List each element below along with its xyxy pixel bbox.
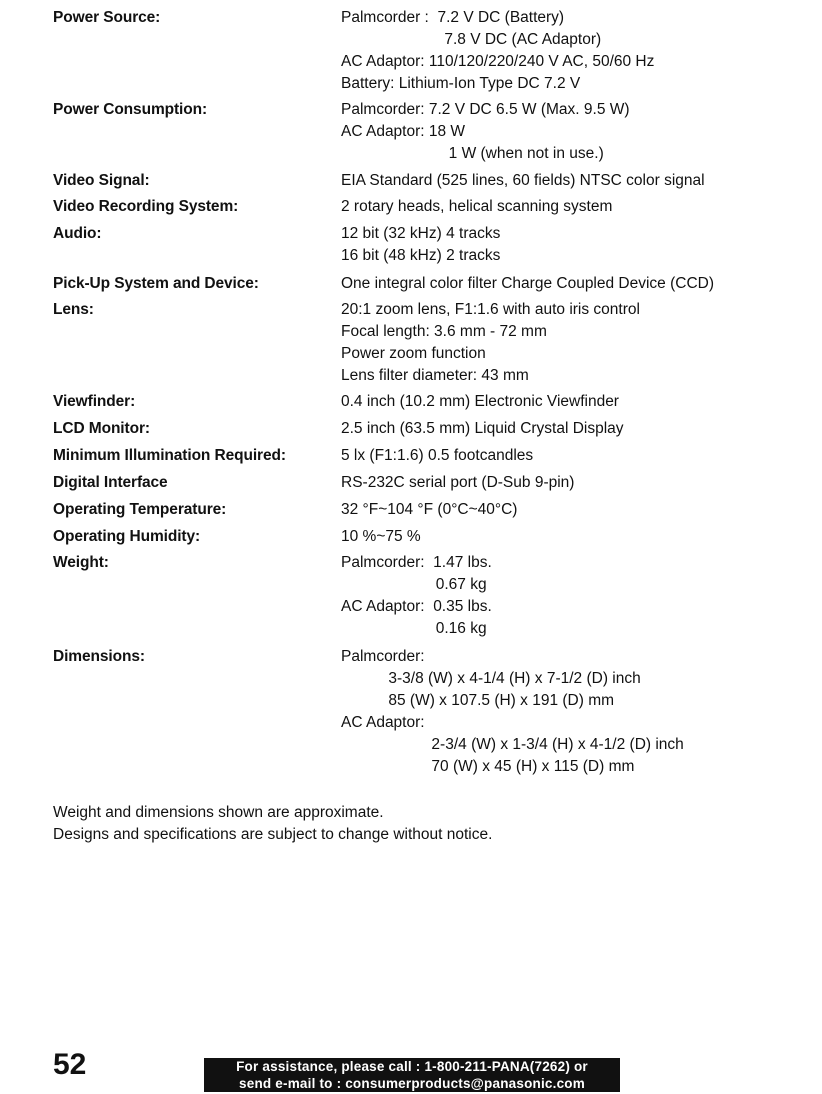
spec-label: LCD Monitor: bbox=[53, 420, 150, 437]
spec-label: Power Source: bbox=[53, 9, 161, 26]
spec-value-line: 85 (W) x 107.5 (H) x 191 (D) mm bbox=[341, 692, 615, 709]
spec-label: Video Signal: bbox=[53, 172, 150, 189]
assistance-email-line: send e-mail to : consumerproducts@panasonic.com bbox=[239, 1076, 585, 1091]
spec-label: Lens: bbox=[53, 301, 94, 318]
spec-label: Audio: bbox=[53, 225, 102, 242]
spec-label: Weight: bbox=[53, 554, 109, 571]
spec-label: Operating Temperature: bbox=[53, 501, 227, 518]
spec-value bbox=[341, 552, 492, 640]
spec-value-line: 0.4 inch (10.2 mm) Electronic Viewfinder bbox=[341, 393, 619, 410]
spec-label: Power Consumption: bbox=[53, 101, 208, 118]
spec-value-line: 10 %~75 % bbox=[341, 528, 421, 545]
spec-label: Minimum Illumination Required: bbox=[53, 447, 286, 464]
spec-value-line: 3-3/8 (W) x 4-1/4 (H) x 7-1/2 (D) inch bbox=[341, 670, 641, 687]
spec-value-line: AC Adaptor: bbox=[341, 714, 425, 731]
spec-value-line: One integral color filter Charge Coupled Device (CCD) bbox=[341, 275, 715, 292]
spec-label: Digital Interface bbox=[53, 474, 168, 491]
spec-value-line: 5 lx (F1:1.6) 0.5 footcandles bbox=[341, 447, 534, 464]
spec-value bbox=[341, 418, 624, 440]
spec-label: Viewfinder: bbox=[53, 393, 136, 410]
spec-value-line: Lens filter diameter: 43 mm bbox=[341, 367, 529, 384]
spec-value-line: Focal length: 3.6 mm - 72 mm bbox=[341, 323, 547, 340]
spec-value-line: AC Adaptor: 0.35 lbs. bbox=[341, 598, 492, 615]
spec-value bbox=[341, 99, 630, 165]
spec-value-line: Battery: Lithium-Ion Type DC 7.2 V bbox=[341, 75, 581, 92]
spec-value bbox=[341, 499, 517, 521]
spec-value bbox=[341, 7, 654, 95]
spec-value-line: AC Adaptor: 110/120/220/240 V AC, 50/60 Hz bbox=[341, 53, 655, 70]
spec-value-line: 0.67 kg bbox=[341, 576, 487, 593]
spec-value-line: 2 rotary heads, helical scanning system bbox=[341, 198, 613, 215]
spec-value bbox=[341, 472, 574, 494]
spec-label: Pick-Up System and Device: bbox=[53, 275, 259, 292]
spec-value-line: Power zoom function bbox=[341, 345, 486, 362]
spec-value-line: Palmcorder: 1.47 lbs. bbox=[341, 554, 492, 571]
note-approximate: Weight and dimensions shown are approximate. bbox=[53, 804, 384, 821]
spec-label: Video Recording System: bbox=[53, 198, 239, 215]
spec-value-line: Palmcorder : 7.2 V DC (Battery) bbox=[341, 9, 565, 26]
spec-value bbox=[341, 646, 684, 778]
spec-value-line: 20:1 zoom lens, F1:1.6 with auto iris control bbox=[341, 301, 640, 318]
spec-value-line: Palmcorder: 7.2 V DC 6.5 W (Max. 9.5 W) bbox=[341, 101, 630, 118]
spec-value bbox=[341, 526, 421, 548]
spec-value-line: Palmcorder: bbox=[341, 648, 425, 665]
spec-value-line: 2.5 inch (63.5 mm) Liquid Crystal Display bbox=[341, 420, 624, 437]
spec-value bbox=[341, 391, 619, 413]
spec-value bbox=[341, 273, 714, 295]
spec-value-line: 0.16 kg bbox=[341, 620, 487, 637]
spec-value bbox=[341, 196, 612, 218]
spec-value-line: 1 W (when not in use.) bbox=[341, 145, 604, 162]
spec-value bbox=[341, 170, 705, 192]
spec-value bbox=[341, 223, 500, 267]
spec-value-line: RS-232C serial port (D-Sub 9-pin) bbox=[341, 474, 575, 491]
spec-value bbox=[341, 445, 533, 467]
assistance-phone-line: For assistance, please call : 1-800-211-PANA(7262) or bbox=[236, 1059, 588, 1074]
assistance-banner bbox=[204, 1058, 620, 1092]
spec-value-line: 16 bit (48 kHz) 2 tracks bbox=[341, 247, 501, 264]
spec-value-line: 12 bit (32 kHz) 4 tracks bbox=[341, 225, 501, 242]
spec-value-line: 2-3/4 (W) x 1-3/4 (H) x 4-1/2 (D) inch bbox=[341, 736, 684, 753]
spec-value-line: 70 (W) x 45 (H) x 115 (D) mm bbox=[341, 758, 635, 775]
spec-value-line: AC Adaptor: 18 W bbox=[341, 123, 466, 140]
spec-value-line: 32 °F~104 °F (0°C~40°C) bbox=[341, 501, 518, 518]
spec-label: Dimensions: bbox=[53, 648, 145, 665]
spec-label: Operating Humidity: bbox=[53, 528, 201, 545]
spec-value-line: EIA Standard (525 lines, 60 fields) NTSC color signal bbox=[341, 172, 705, 189]
spec-value-line: 7.8 V DC (AC Adaptor) bbox=[341, 31, 602, 48]
page-number: 52 bbox=[53, 1048, 87, 1081]
spec-value bbox=[341, 299, 640, 387]
note-subject-to-change: Designs and specifications are subject to change without notice. bbox=[53, 826, 493, 843]
